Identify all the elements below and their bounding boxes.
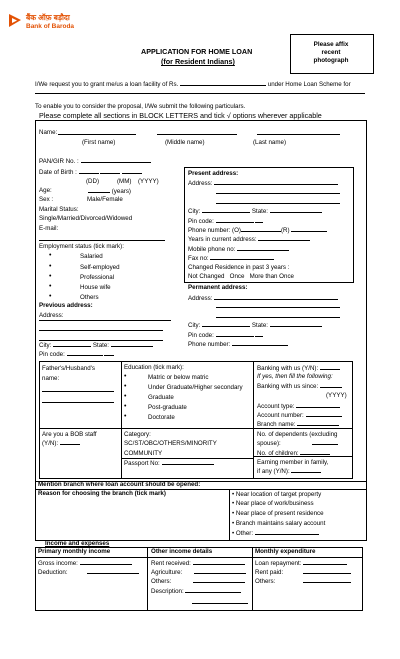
bank-hindi-name: बैंक ऑफ़ बड़ौदा	[26, 13, 70, 22]
middle-name-caption: (Middle name)	[165, 139, 205, 146]
previous-address-field: Address:	[39, 312, 64, 319]
previous-city-state: City: State:	[39, 341, 153, 350]
first-name-caption: (First name)	[82, 139, 116, 146]
education-option-graduate: Graduate	[148, 394, 174, 401]
present-changed: Changed Residence in past 3 years :	[188, 264, 290, 271]
dob-yyyy: (YYYY)	[138, 178, 159, 185]
permanent-pin: Pin code:	[188, 331, 263, 340]
previous-pin: Pin code:	[39, 350, 114, 359]
present-changed-options: Not Changed Once More than Once	[188, 273, 294, 280]
last-name-caption: (Last name)	[253, 139, 287, 146]
previous-address-label: Previous address:	[39, 302, 93, 309]
permanent-address-field: Address:	[188, 294, 338, 303]
banking-label: Banking with us (Y/N):	[257, 364, 340, 373]
age-label: Age:	[39, 187, 52, 194]
dependents-block: No. of dependents (excluding spouse): No. of children:	[257, 431, 338, 457]
employment-label: Employment status (tick mark):	[39, 243, 124, 250]
employment-option-professional: Professional	[80, 274, 115, 281]
expenditure-others: Others:	[255, 577, 351, 586]
employment-option-others: Others	[80, 294, 99, 301]
employment-option-house-wife: House wife	[80, 284, 111, 291]
category-block: Category: SC/ST/OBC/OTHERS/MINORITY COMMUNITY	[124, 431, 217, 457]
present-city-state: City: State:	[188, 207, 322, 216]
branch-reason: Reason for choosing the branch (tick mark)	[38, 490, 166, 497]
gross-income: Gross income:	[38, 559, 132, 568]
loan-repayment: Loan repayment:	[255, 559, 347, 568]
permanent-phone: Phone number:	[188, 340, 288, 349]
page-subtitle: (for Resident Indians)	[161, 57, 235, 66]
bob-staff-label: Are you a BOB staff (Y/N):	[42, 431, 97, 448]
earning-member: Earning member in family, if any (Y/N):	[257, 459, 329, 476]
education-option-undergrad: Under Graduate/Higher secondary	[148, 384, 243, 391]
dob-label: Date of Birth :	[39, 168, 142, 177]
present-pin: Pin code:	[188, 217, 263, 226]
agriculture: Agriculture:	[151, 568, 246, 577]
income-title: Income and expenses	[45, 540, 110, 547]
request-line: I/We request you to grant me/us a loan facility of Rs. under Home Loan Scheme for	[35, 81, 351, 88]
sex-options: Male/Female	[87, 196, 123, 203]
present-address-field: Address:	[188, 179, 338, 188]
marital-label: Marital Status:	[39, 206, 79, 213]
bank-name: Bank of Baroda	[26, 23, 75, 30]
account-number: Account number:	[257, 411, 342, 420]
present-fax: Fax no:	[188, 254, 274, 263]
rent-paid: Rent paid:	[255, 568, 351, 577]
education-option-doctorate: Doctorate	[148, 414, 175, 421]
education-label: Education (tick mark):	[124, 364, 184, 371]
branch-name: Branch name:	[257, 420, 339, 429]
employment-option-salaried: Salaried	[80, 253, 103, 260]
passport-no: Passport No:	[124, 459, 214, 468]
branch-mention: Mention branch where loan account should be opened:	[38, 481, 201, 488]
other-income-label: Other income details	[151, 548, 213, 555]
education-option-matric: Matric or below matric	[148, 374, 209, 381]
branch-option-residence: • Near place of present residence	[232, 510, 324, 517]
sex-label: Sex :	[39, 196, 54, 203]
account-type: Account type:	[257, 402, 340, 411]
name-label: Name:	[39, 129, 58, 136]
bank-logo-icon	[8, 13, 22, 28]
present-years: Years in current address:	[188, 235, 310, 244]
present-address-label: Present address:	[188, 170, 239, 177]
banking-if-yes: If yes, then fill the following:	[257, 373, 333, 380]
page-title: APPLICATION FOR HOME LOAN	[141, 47, 253, 56]
description: Description:	[151, 587, 241, 596]
permanent-address-label: Permanent address:	[188, 284, 248, 291]
consider-line: To enable you to consider the proposal, I/We submit the following particulars.	[35, 103, 246, 110]
branch-option-salary: • Branch maintains salary account	[232, 520, 326, 527]
permanent-city-state: City: State:	[188, 321, 322, 330]
father-label: Father's/Husband's name:	[42, 365, 95, 382]
dob-dd: (DD)	[86, 178, 100, 185]
marital-options: Single/Married/Divorced/Widowed	[39, 215, 133, 222]
instructions: Please complete all sections in BLOCK LETTERS and tick √ options wherever applicable	[39, 111, 322, 120]
email-label: E-mail:	[39, 225, 59, 232]
other-income-others: Others:	[151, 577, 245, 586]
primary-income-label: Primary monthly income	[38, 548, 111, 555]
branch-option-other: • Other:	[232, 529, 319, 538]
monthly-expenditure-label: Monthly expenditure	[255, 548, 316, 555]
banking-yyyy: (YYYY)	[326, 392, 347, 399]
rent-received: Rent received:	[151, 559, 245, 568]
education-option-postgrad: Post-graduate	[148, 404, 187, 411]
branch-option-property: • Near location of target property	[232, 491, 322, 498]
branch-option-work: • Near place of work/business	[232, 500, 314, 507]
deduction: Deduction:	[38, 568, 139, 577]
photo-box-text: Please affix recent photograph	[313, 41, 349, 65]
pan-label: PAN/GIR No. :	[39, 157, 151, 166]
present-phone: Phone number: (O) (R)	[188, 226, 327, 235]
age-unit: (years)	[88, 187, 131, 196]
employment-option-self-employed: Self-employed	[80, 264, 120, 271]
banking-since: Banking with us since:	[257, 382, 342, 391]
present-mobile: Mobile phone no:	[188, 245, 289, 254]
dob-mm: (MM)	[117, 178, 132, 185]
